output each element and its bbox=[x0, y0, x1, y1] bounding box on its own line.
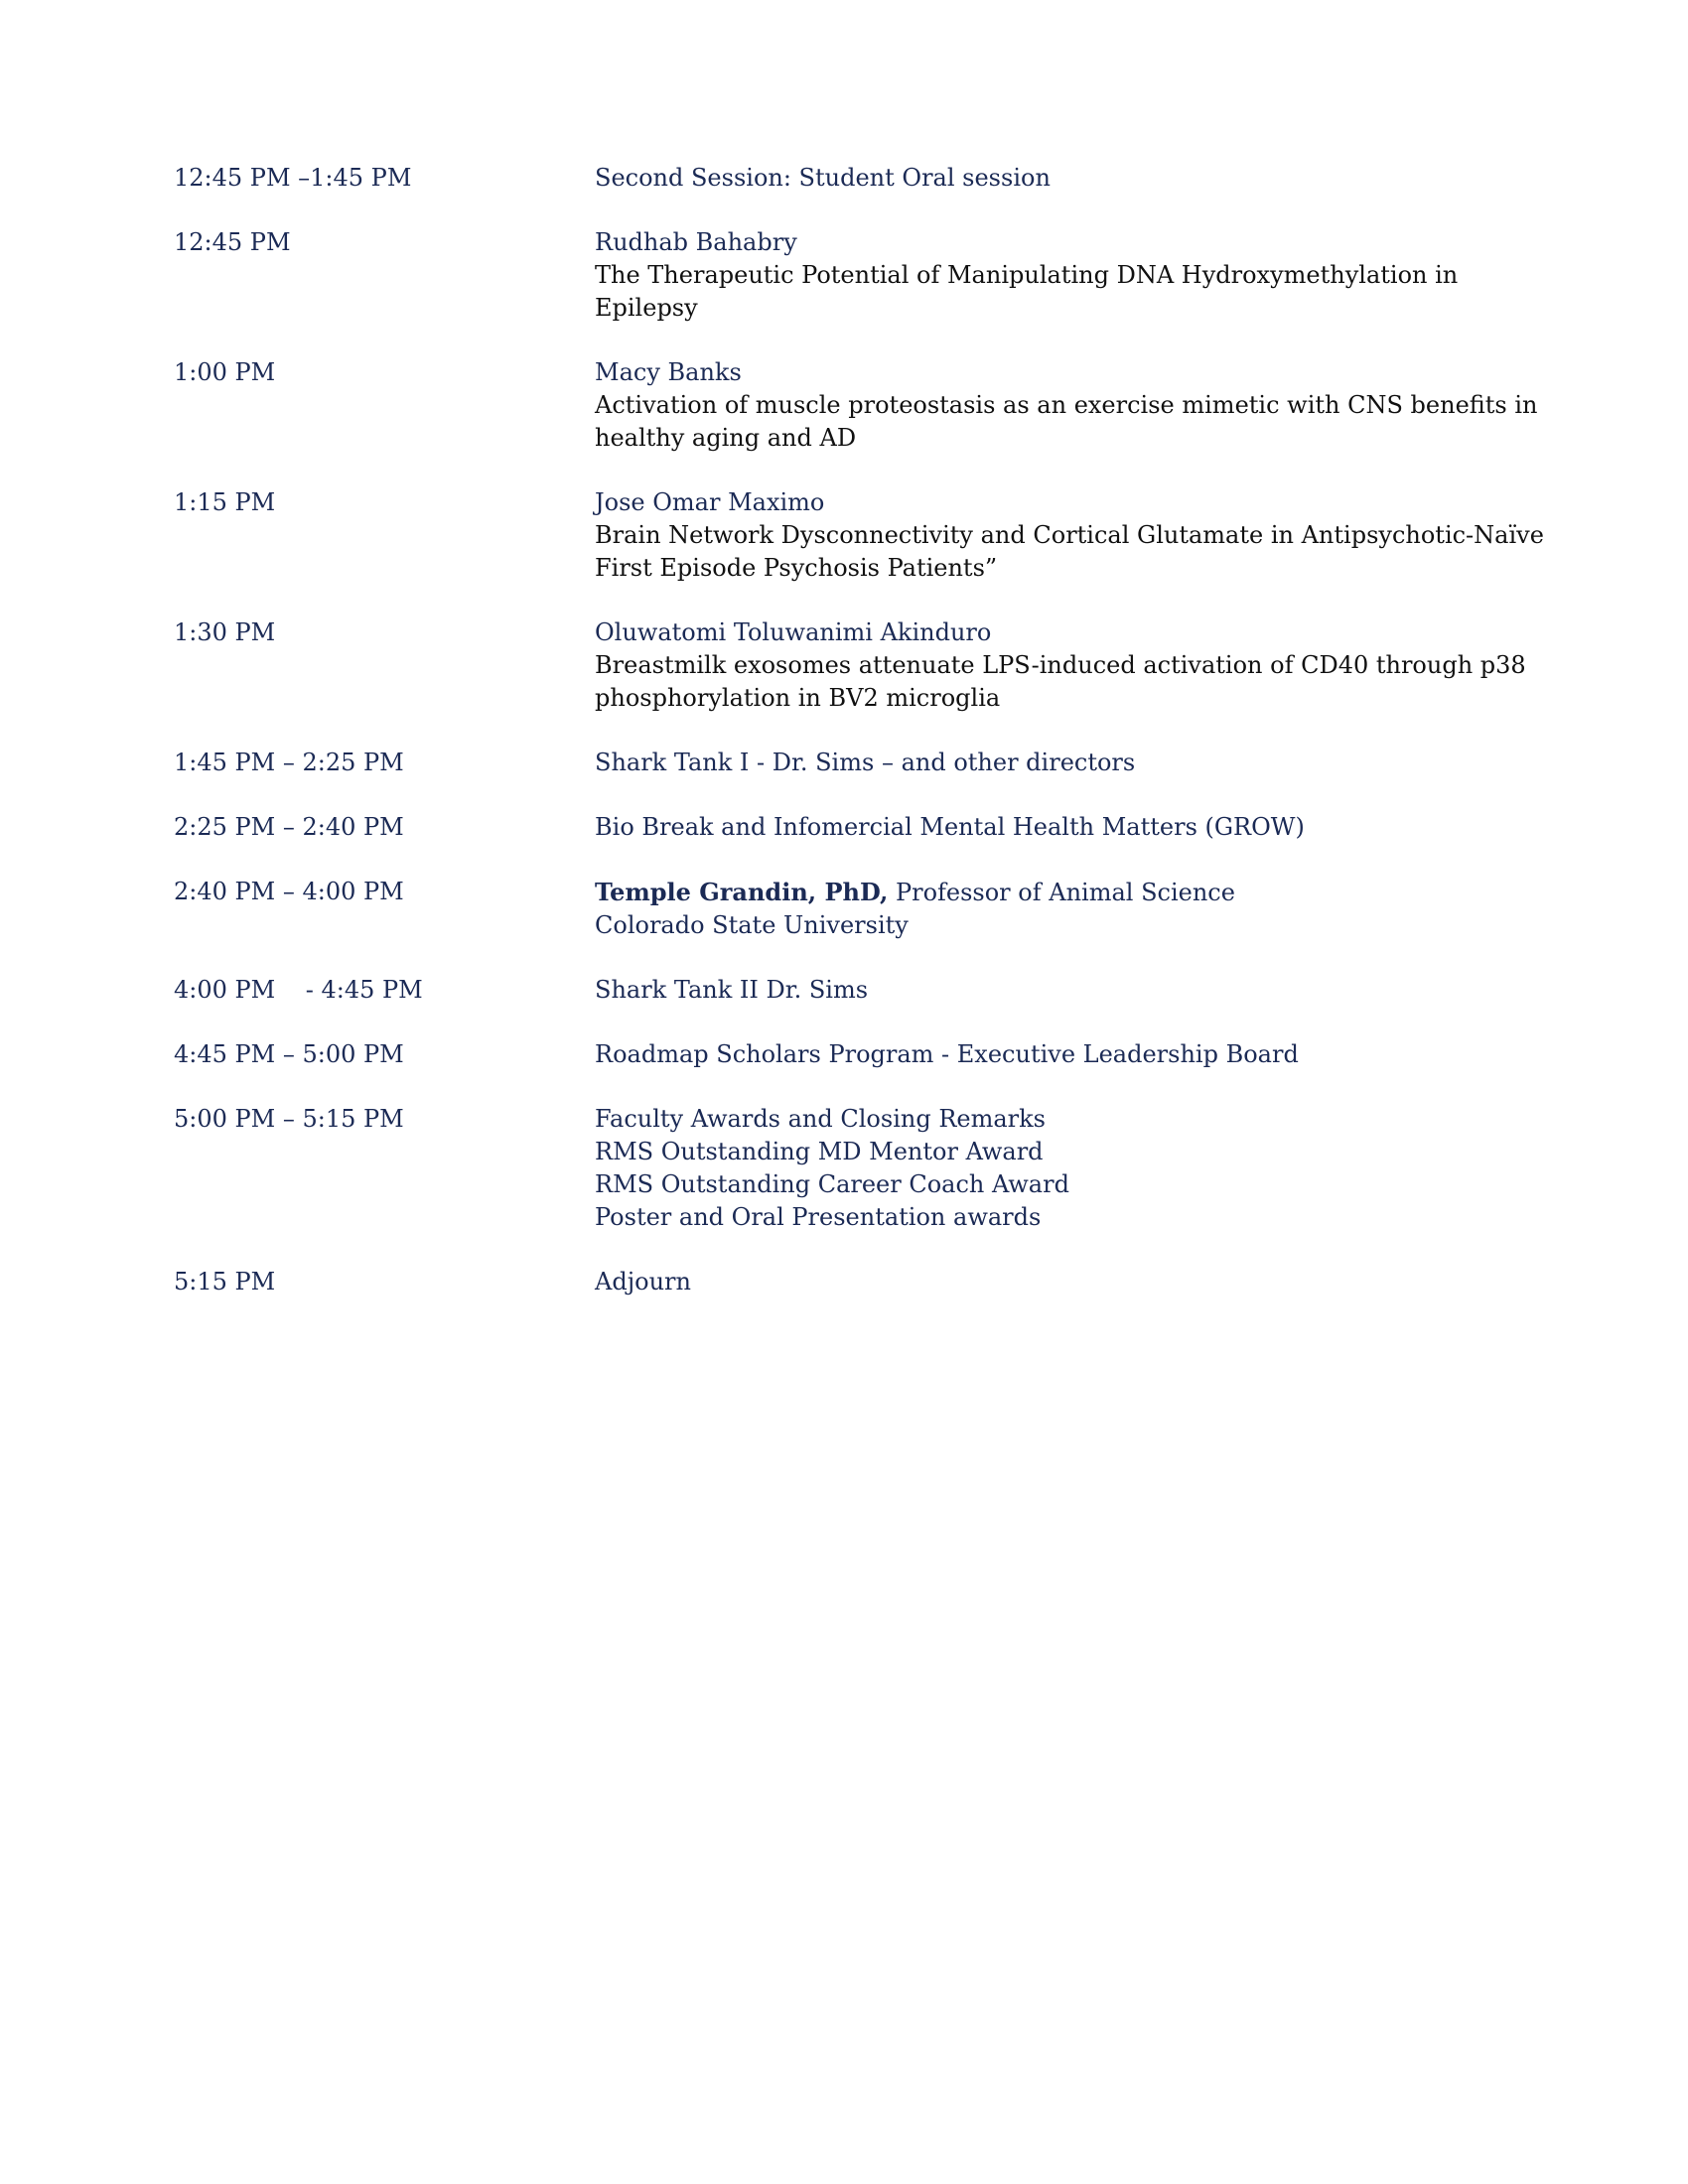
talk-title: phosphorylation in BV2 microglia bbox=[595, 684, 1001, 712]
agenda-row-adjourn bbox=[174, 1266, 1594, 1298]
session-time: 2:25 PM – 2:40 PM bbox=[174, 813, 404, 841]
session-details bbox=[595, 747, 1594, 779]
session-details bbox=[595, 1038, 1594, 1071]
session-details bbox=[595, 616, 1594, 715]
talk-title: The Therapeutic Potential of Manipulating DNA Hydroxymethylation in bbox=[595, 261, 1459, 289]
session-details bbox=[595, 876, 1594, 942]
session-title: Adjourn bbox=[595, 1268, 691, 1296]
talk-title: Epilepsy bbox=[595, 294, 698, 322]
session-time: 1:45 PM – 2:25 PM bbox=[174, 749, 404, 776]
talk-title: Brain Network Dysconnectivity and Cortical Glutamate in Antipsychotic-Naïve bbox=[595, 521, 1544, 549]
presenter-name: Oluwatomi Toluwanimi Akinduro bbox=[595, 618, 992, 646]
agenda-row-roadmap bbox=[174, 1038, 1594, 1071]
session-details bbox=[595, 226, 1594, 325]
keynote-role: Professor of Animal Science bbox=[888, 879, 1235, 906]
talk-title: Activation of muscle proteostasis as an exercise mimetic with CNS benefits in bbox=[595, 391, 1538, 419]
session-time: 12:45 PM bbox=[174, 228, 291, 256]
session-details bbox=[595, 1103, 1594, 1234]
agenda-row-keynote bbox=[174, 876, 1594, 942]
presenter-name: Macy Banks bbox=[595, 358, 742, 386]
talk-title: healthy aging and AD bbox=[595, 424, 857, 452]
session-details bbox=[595, 162, 1594, 195]
session-title: Shark Tank II Dr. Sims bbox=[595, 976, 869, 1004]
session-title: Second Session: Student Oral session bbox=[595, 164, 1051, 192]
agenda-row-awards bbox=[174, 1103, 1594, 1234]
agenda-row-shark-tank-2 bbox=[174, 974, 1594, 1007]
session-details bbox=[595, 1266, 1594, 1298]
agenda-row-session2 bbox=[174, 162, 1594, 195]
session-time: 4:00 PM - 4:45 PM bbox=[174, 976, 423, 1004]
presenter-name: Jose Omar Maximo bbox=[595, 488, 825, 516]
agenda-row-break bbox=[174, 811, 1594, 844]
keynote-affiliation: Colorado State University bbox=[595, 911, 909, 939]
session-title: Bio Break and Infomercial Mental Health Matters (GROW) bbox=[595, 813, 1305, 841]
agenda-row-talk1 bbox=[174, 226, 1594, 325]
talk-title: Breastmilk exosomes attenuate LPS-induced activation of CD40 through p38 bbox=[595, 651, 1526, 679]
keynote-speaker: Temple Grandin, PhD, bbox=[595, 878, 889, 906]
session-details bbox=[595, 486, 1594, 585]
agenda-row-talk2 bbox=[174, 356, 1594, 455]
session-time: 1:00 PM bbox=[174, 358, 276, 386]
talk-title: First Episode Psychosis Patients” bbox=[595, 554, 998, 582]
session-time: 5:15 PM bbox=[174, 1268, 276, 1296]
session-details bbox=[595, 811, 1594, 844]
session-time: 5:00 PM – 5:15 PM bbox=[174, 1105, 404, 1133]
session-details bbox=[595, 974, 1594, 1007]
session-time: 4:45 PM – 5:00 PM bbox=[174, 1040, 404, 1068]
session-title: Roadmap Scholars Program - Executive Leadership Board bbox=[595, 1040, 1299, 1068]
agenda-row-talk4 bbox=[174, 616, 1594, 715]
agenda-row-talk3 bbox=[174, 486, 1594, 585]
session-time: 1:15 PM bbox=[174, 488, 276, 516]
award-item: Poster and Oral Presentation awards bbox=[595, 1203, 1042, 1231]
session-details bbox=[595, 356, 1594, 455]
keynote-speaker-line bbox=[595, 876, 1594, 909]
award-item: RMS Outstanding MD Mentor Award bbox=[595, 1138, 1044, 1165]
session-time: 1:30 PM bbox=[174, 618, 276, 646]
session-time: 12:45 PM –1:45 PM bbox=[174, 164, 412, 192]
session-time: 2:40 PM – 4:00 PM bbox=[174, 878, 404, 905]
presenter-name: Rudhab Bahabry bbox=[595, 228, 797, 256]
award-item: Faculty Awards and Closing Remarks bbox=[595, 1105, 1046, 1133]
session-title: Shark Tank I - Dr. Sims – and other directors bbox=[595, 749, 1136, 776]
agenda-schedule bbox=[174, 162, 1594, 1298]
award-item: RMS Outstanding Career Coach Award bbox=[595, 1170, 1069, 1198]
agenda-row-shark-tank-1 bbox=[174, 747, 1594, 779]
